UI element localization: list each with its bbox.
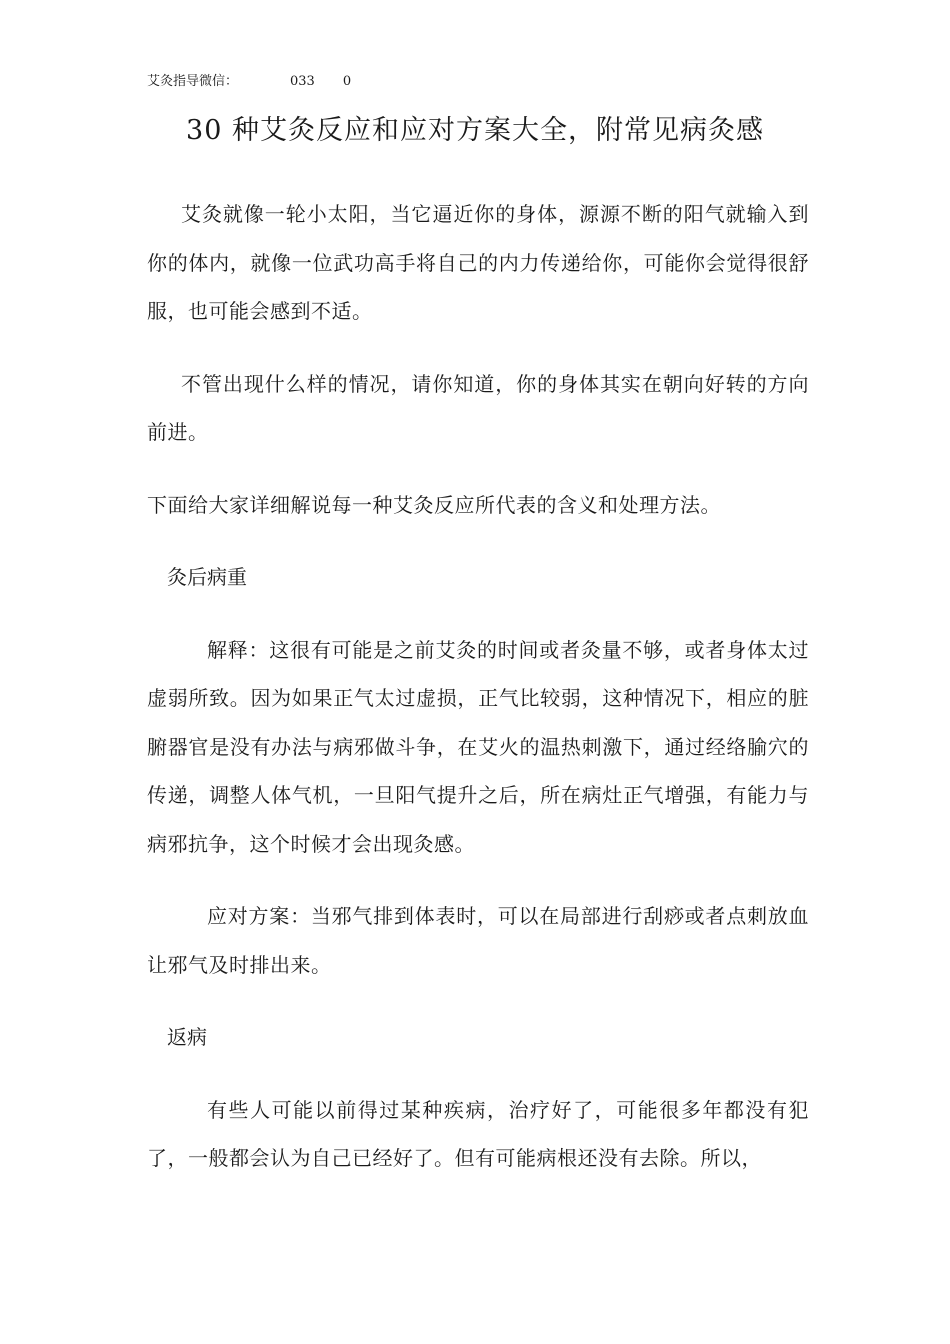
paragraph-gap [147, 529, 809, 553]
section-2-explanation: 有些人可能以前得过某种疾病，治疗好了，可能很多年都没有犯了，一般都会认为自己已经好了。但有可能病根还没有去除。所以， [147, 1097, 809, 1170]
paragraph-gap [147, 457, 809, 481]
paragraph-gap [147, 1062, 809, 1086]
page-title: 30 种艾灸反应和应对方案大全，附常见病灸感 [186, 115, 764, 146]
header-number-2: 0 [342, 74, 352, 89]
paragraph-gap [147, 336, 809, 360]
intro-paragraph-2: 不管出现什么样的情况，请你知道，你的身体其实在朝向好转的方向前进。 [147, 371, 809, 444]
header-label: 艾灸指导微信： [147, 74, 239, 89]
header-line [147, 74, 351, 90]
section-1-explanation: 解释：这很有可能是之前艾灸的时间或者灸量不够，或者身体太过虚弱所致。因为如果正气太过虚损，正气比较弱，这种情况下，相应的脏腑器官是没有办法与病邪做斗争，在艾火的温热刺激下，通过经络腧穴的传递，调整人体气机，一旦阳气提升之后，所在病灶正气增强，有能力与病邪抗争，这个时候才会出现灸感。 [147, 637, 809, 856]
paragraph-gap [147, 868, 809, 892]
intro-paragraph-3: 下面给大家详细解说每一种艾灸反应所代表的含义和处理方法。 [147, 492, 721, 517]
article-body [147, 190, 809, 1183]
paragraph-gap [147, 989, 809, 1013]
paragraph-gap [147, 602, 809, 626]
section-heading-2: 返病 [167, 1025, 207, 1049]
section-1-solution: 应对方案：当邪气排到体表时，可以在局部进行刮痧或者点刺放血让邪气及时排出来。 [147, 904, 809, 977]
section-heading-1: 灸后病重 [167, 565, 247, 589]
header-number-1: 033 [290, 74, 315, 89]
intro-paragraph-1: 艾灸就像一轮小太阳，当它逼近你的身体，源源不断的阳气就输入到你的体内，就像一位武功高手将自己的内力传递给你，可能你会觉得很舒服，也可能会感到不适。 [147, 202, 809, 323]
